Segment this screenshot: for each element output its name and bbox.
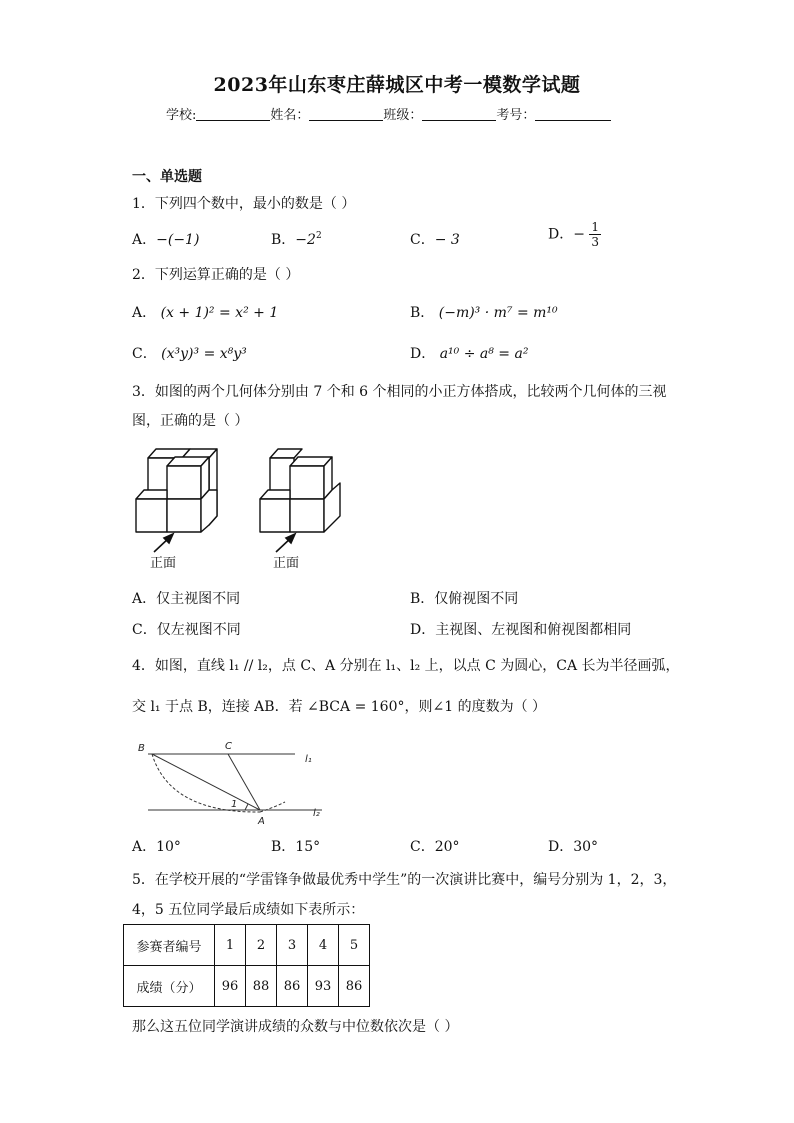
q3-option-b: B．仅俯视图不同 (410, 591, 519, 607)
q2-option-b (410, 302, 558, 322)
name-blank (309, 108, 383, 121)
q2-option-c (132, 343, 247, 363)
q2-option-d (410, 343, 528, 363)
table-score-cell: 93 (308, 966, 339, 1007)
label-B: B (138, 743, 145, 754)
q3-option-d: D．主视图、左视图和俯视图都相同 (410, 622, 632, 638)
table-row (124, 925, 370, 966)
q4-stem-line1: 4．如图，直线 l₁ // l₂，点 C、A 分别在 l₁、l₂ 上，以点 C 为圆心，CA 长为半径画弧， (132, 658, 680, 674)
class-label: 班级： (383, 108, 423, 123)
front-label-left: 正面 (150, 556, 177, 571)
q2-c-label: C． (132, 346, 157, 362)
table-header-label: 参赛者编号 (124, 925, 215, 966)
q4-geometry-figure (130, 735, 330, 827)
school-label: 学校: (166, 108, 197, 123)
q1-b-label: B． (271, 232, 296, 248)
q2-d-label: D． (410, 346, 436, 362)
q2-c-expr: (x³y)³ = x⁸y³ (161, 346, 247, 362)
table-id-cell: 5 (339, 925, 370, 966)
right-solid (260, 449, 340, 532)
label-A: A (258, 816, 265, 827)
q4-stem-line2: 交 l₁ 于点 B，连接 AB．若 ∠BCA = 160°，则∠1 的度数为（ ） (132, 699, 547, 715)
label-l2: l₂ (313, 808, 320, 819)
table-score-label: 成绩（分） (124, 966, 215, 1007)
school-blank (196, 108, 270, 121)
q4-option-d: D．30° (548, 839, 599, 855)
q1-a-label: A． (132, 232, 157, 248)
table-id-cell: 2 (246, 925, 277, 966)
section-heading: 一、单选题 (132, 169, 202, 185)
q2-stem: 2．下列运算正确的是（ ） (132, 267, 300, 283)
q3-stem-line1: 3．如图的两个几何体分别由 7 个和 6 个相同的小正方体搭成，比较两个几何体的三视 (132, 384, 667, 400)
q2-option-a (132, 302, 278, 322)
table-score-cell: 88 (246, 966, 277, 1007)
q2-b-label: B． (410, 305, 435, 321)
q1-c-label: C． (410, 232, 435, 248)
table-id-cell: 4 (308, 925, 339, 966)
q3-stem-line2: 图，正确的是（ ） (132, 413, 249, 429)
class-blank (422, 108, 496, 121)
table-id-cell: 3 (277, 925, 308, 966)
arrows (154, 534, 295, 552)
table-id-cell: 1 (215, 925, 246, 966)
q1-d-fraction (589, 220, 601, 249)
number-blank (535, 108, 611, 121)
q5-question: 那么这五位同学演讲成绩的众数与中位数依次是（ ） (132, 1019, 459, 1035)
q1-d-numerator: 1 (591, 220, 600, 234)
q5-stem-line1: 5．在学校开展的“学雷锋争做最优秀中学生”的一次演讲比赛中，编号分别为 1，2，3， (132, 872, 677, 888)
q3-option-c: C．仅左视图不同 (132, 622, 241, 638)
q5-stem-line2: 4，5 五位同学最后成绩如下表所示： (132, 902, 365, 918)
q4-option-a: A．10° (132, 839, 181, 855)
q1-a-expr: −(−1) (156, 232, 200, 248)
q2-a-label: A． (132, 305, 157, 321)
q1-b-base: −2 (295, 232, 316, 248)
q1-option-b (271, 229, 322, 249)
front-label-right: 正面 (273, 556, 300, 571)
table-score-cell: 86 (339, 966, 370, 1007)
q1-c-expr: − 3 (434, 232, 460, 248)
page-title: 2023年山东枣庄薛城区中考一模数学试题 (213, 74, 581, 96)
q2-a-expr: (x + 1)² = x² + 1 (160, 305, 279, 321)
q1-d-denominator: 3 (591, 235, 600, 249)
q2-d-expr: a¹⁰ ÷ a⁸ = a² (439, 346, 529, 362)
name-label: 姓名： (270, 108, 310, 123)
number-label: 考号： (496, 108, 536, 123)
q1-stem: 1．下列四个数中，最小的数是（ ） (132, 196, 356, 212)
q1-d-sign: − (573, 226, 585, 243)
table-score-cell: 86 (277, 966, 308, 1007)
q2-b-expr: (−m)³ · m⁷ = m¹⁰ (438, 305, 558, 321)
score-table (123, 924, 370, 1007)
q3-option-a: A．仅主视图不同 (132, 591, 241, 607)
table-score-cell: 96 (215, 966, 246, 1007)
label-angle-1: 1 (231, 799, 238, 810)
q1-b-exp: 2 (315, 231, 322, 241)
q1-option-a (132, 229, 199, 249)
q4-option-b: B．15° (271, 839, 321, 855)
q1-option-d (548, 220, 601, 249)
q1-option-c (410, 229, 460, 249)
q1-d-label: D． (548, 226, 574, 243)
left-solid (136, 449, 217, 532)
q4-option-c: C．20° (410, 839, 460, 855)
student-info-line (166, 104, 611, 123)
label-l1: l₁ (305, 754, 312, 765)
q3-cube-figures (130, 440, 350, 575)
label-C: C (225, 741, 232, 752)
table-row (124, 966, 370, 1007)
